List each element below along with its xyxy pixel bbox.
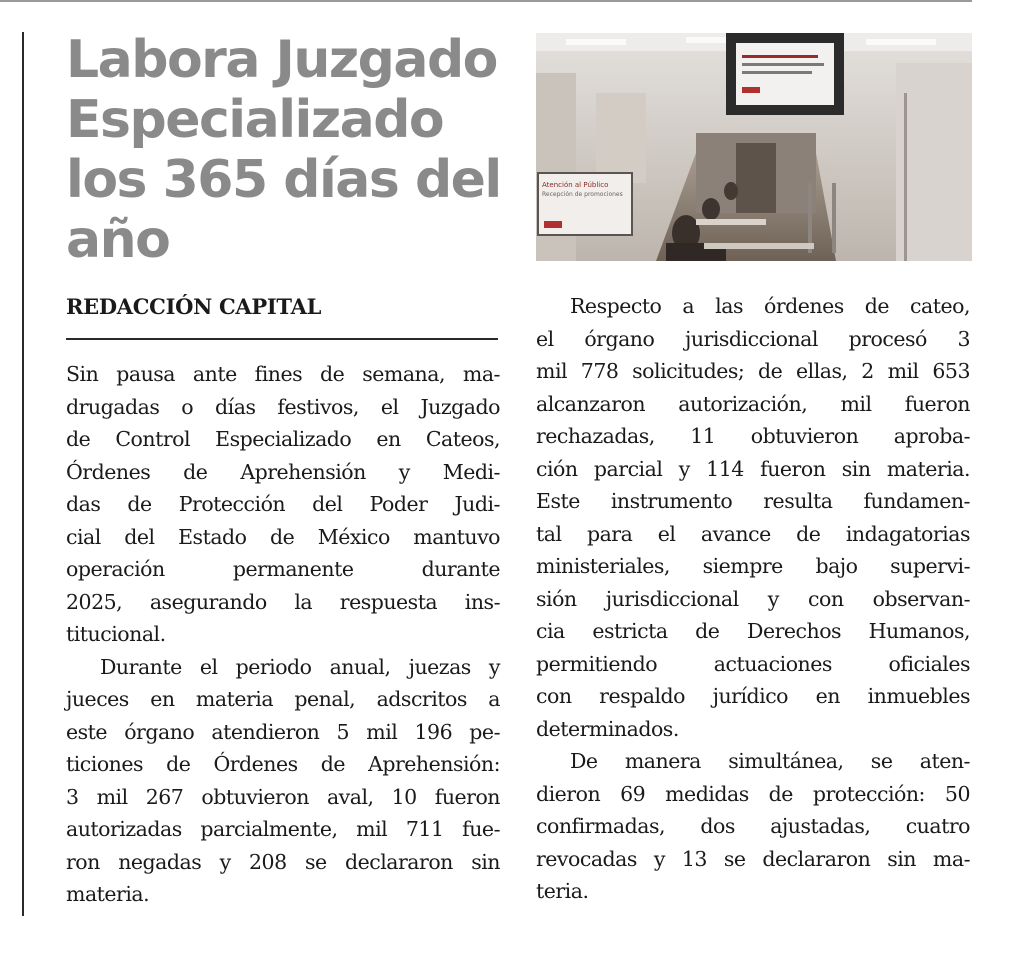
photo-sign-subtitle: Recepción de promociones xyxy=(542,191,623,198)
body-line: rechazadas, 11 obtuvieron aproba- xyxy=(536,424,970,448)
body-line: jueces en materia penal, adscritos a xyxy=(66,687,500,711)
byline-rule xyxy=(66,338,498,340)
body-line: este órgano atendieron 5 mil 196 pe- xyxy=(66,719,500,744)
body-line: el órgano jurisdiccional procesó 3 xyxy=(536,326,970,351)
body-line: dieron 69 medidas de protección: 50 xyxy=(536,781,970,806)
body-line: materia. xyxy=(66,882,150,906)
body-line: cial del Estado de México mantuvo xyxy=(66,524,500,549)
headline-line: Especializado xyxy=(66,90,444,150)
body-line: con respaldo jurídico en inmuebles xyxy=(536,684,970,708)
left-column-rule xyxy=(22,32,24,916)
body-line: permitiendo actuaciones oficiales xyxy=(536,651,970,676)
body-line: 3 mil 267 obtuvieron aval, 10 fueron xyxy=(66,784,500,809)
right-column xyxy=(536,290,970,908)
byline: REDACCIÓN CAPITAL xyxy=(66,294,322,319)
body-line: drugadas o días festivos, el Juzgado xyxy=(66,394,500,419)
headline-line: año xyxy=(66,210,170,270)
body-line: Este instrumento resulta fundamen- xyxy=(536,489,970,513)
top-rule xyxy=(0,0,972,2)
left-column xyxy=(66,358,500,911)
headline xyxy=(66,30,516,270)
headline-line: Labora Juzgado xyxy=(66,30,497,90)
body-line: determinados. xyxy=(536,716,679,741)
body-line: mil 778 solicitudes; de ellas, 2 mil 653 xyxy=(536,359,970,383)
body-line: 2025, asegurando la respuesta ins- xyxy=(66,589,500,614)
body-line: Respecto a las órdenes de cateo, xyxy=(570,294,970,318)
body-line: confirmadas, dos ajustadas, cuatro xyxy=(536,814,970,838)
body-line: Durante el periodo anual, juezas y xyxy=(100,654,500,679)
headline-line: los 365 días del xyxy=(66,150,501,210)
body-line: das de Protección del Poder Judi- xyxy=(66,492,500,516)
body-line: ticiones de Órdenes de Aprehensión: xyxy=(66,752,500,776)
body-line: tal para el avance de indagatorias xyxy=(536,521,970,546)
body-line: ministeriales, siempre bajo supervi- xyxy=(536,554,970,578)
body-line: de Control Especializado en Cateos, xyxy=(66,427,500,451)
body-line: ción parcial y 114 fueron sin materia. xyxy=(536,456,970,481)
body-line: De manera simultánea, se aten- xyxy=(570,749,970,773)
body-line: alcanzaron autorización, mil fueron xyxy=(536,391,970,416)
body-line: teria. xyxy=(536,879,589,903)
body-line: Órdenes de Aprehensión y Medi- xyxy=(66,459,500,484)
body-line: autorizadas parcialmente, mil 711 fue- xyxy=(66,817,500,841)
photo-sign-title: Atención al Público xyxy=(542,181,609,189)
court-office-photo xyxy=(536,33,972,261)
photo-wall-sign xyxy=(542,181,628,199)
body-line: revocadas y 13 se declararon sin ma- xyxy=(536,846,970,871)
body-line: cia estricta de Derechos Humanos, xyxy=(536,619,970,643)
body-line: operación permanente durante xyxy=(66,557,500,581)
body-line: Sin pausa ante fines de semana, ma- xyxy=(66,362,500,386)
body-line: titucional. xyxy=(66,622,166,646)
body-line: sión jurisdiccional y con observan- xyxy=(536,586,970,611)
body-line: ron negadas y 208 se declararon sin xyxy=(66,849,500,874)
article-photo xyxy=(536,33,972,261)
